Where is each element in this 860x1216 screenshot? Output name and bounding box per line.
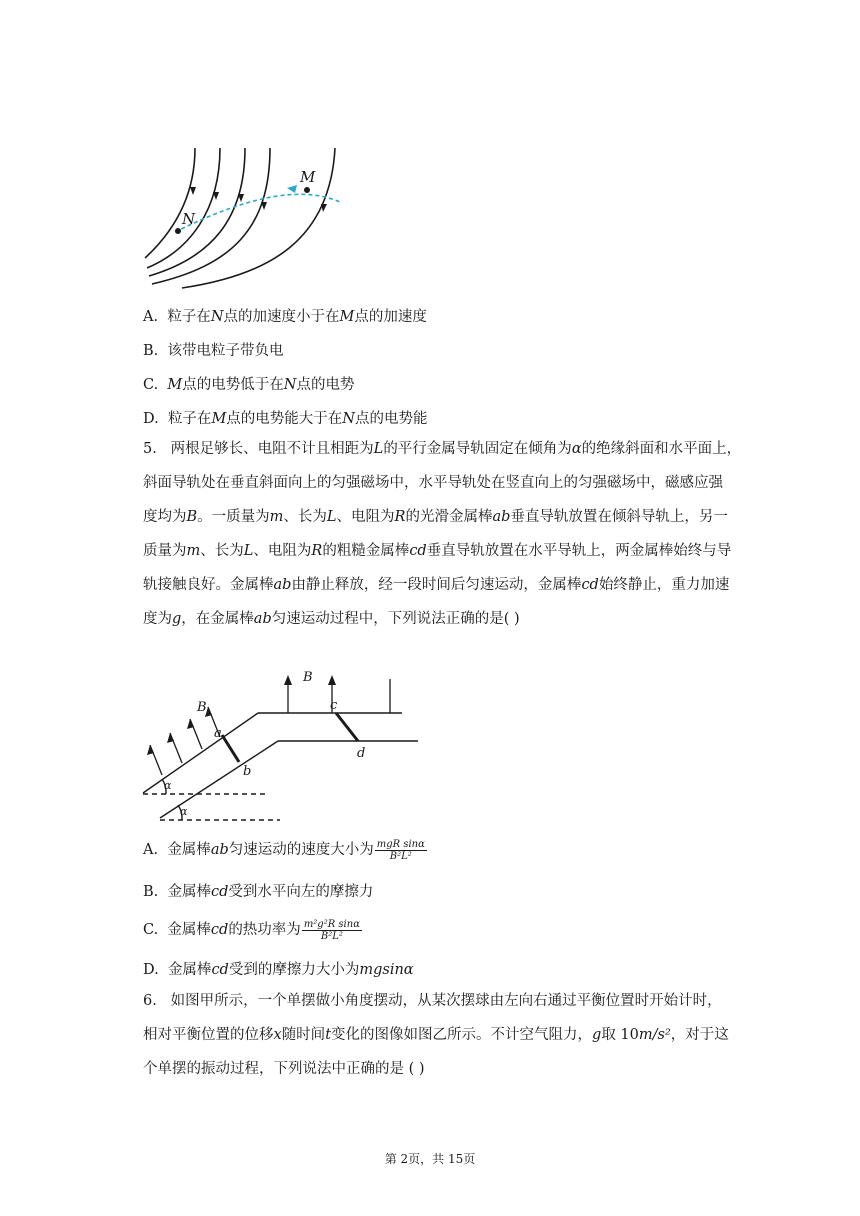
q4-option-a: A. 粒子在N点的加速度小于在M点的加速度 xyxy=(143,309,427,325)
q5-option-c: C. 金属棒cd的热功率为 $\frac{\text{m²g²R sinα}}{\text{B²L²}}$ xyxy=(143,918,360,942)
label-N: N xyxy=(182,210,196,228)
q5-line: 度均为B。一质量为m、长为L、电阻为R的光滑金属棒ab垂直导轨放置在倾斜导轨上，另一 xyxy=(143,509,728,525)
q6-line: 6. 如图甲所示，一个单摆做小角度摆动，从某次摆球由左向右通过平衡位置时开始计时， xyxy=(143,993,722,1009)
q6-line: 相对平衡位置的位移x随时间t变化的图像如图乙所示。不计空气阻力，g取 10m/s²，对于这 xyxy=(143,1027,729,1043)
q5-option-d: D. 金属棒cd受到的摩擦力大小为mgsinα xyxy=(143,962,414,978)
q5-line: 轨接触良好。金属棒ab由静止释放，经一段时间后匀速运动，金属棒cd始终静止，重力加速 xyxy=(143,577,730,593)
label-b: b xyxy=(243,764,252,779)
q5-option-a: A. 金属棒ab匀速运动的速度大小为 $\frac{\text{mgR sinα}}{\text{B²L²}}$ xyxy=(143,838,425,862)
label-alpha-lower: α xyxy=(180,805,188,818)
q5-number: 5. xyxy=(143,441,171,457)
q5-line: 斜面导轨处在垂直斜面向上的匀强磁场中，水平导轨处在竖直向上的匀强磁场中，磁感应强 xyxy=(143,475,723,491)
q5-stem xyxy=(143,432,763,636)
field-lines-figure xyxy=(140,140,350,290)
q4-option-d: D. 粒子在M点的电势能大于在N点的电势能 xyxy=(143,411,428,427)
q6-line: 个单摆的振动过程，下列说法中正确的是 ( ) xyxy=(143,1061,425,1077)
q6-number: 6. xyxy=(143,993,171,1009)
label-M: M xyxy=(300,168,316,186)
fraction-velocity: $\frac{\text{mgR sinα}}{\text{B²L²}}$ xyxy=(376,838,425,862)
q4-option-b: B. 该带电粒子带负电 xyxy=(143,343,284,359)
label-alpha-upper: α xyxy=(164,779,172,792)
fraction-power: $\frac{\text{m²g²R sinα}}{\text{B²L²}}$ xyxy=(303,918,360,942)
page-footer: 第 2页，共 15页 xyxy=(384,1152,476,1166)
label-d: d xyxy=(357,746,366,761)
q5-option-b: B. 金属棒cd受到水平向左的摩擦力 xyxy=(143,884,374,900)
q5-line: 度为g，在金属棒ab匀速运动过程中，下列说法正确的是( ) xyxy=(143,611,520,627)
label-c: c xyxy=(330,698,338,713)
label-B-horizontal: B xyxy=(303,670,313,685)
q4-option-c: C. M点的电势低于在N点的电势 xyxy=(143,377,355,393)
q5-line: 5. 两根足够长、电阻不计且相距为L的平行金属导轨固定在倾角为α的绝缘斜面和水平面上， xyxy=(143,441,742,457)
rails-figure xyxy=(140,665,430,825)
label-B-incline: B xyxy=(197,700,207,715)
label-a: a xyxy=(214,726,222,741)
q5-line: 质量为m、长为L、电阻为R的粗糙金属棒cd垂直导轨放置在水平导轨上，两金属棒始终与导 xyxy=(143,543,732,559)
q6-stem xyxy=(143,984,763,1086)
